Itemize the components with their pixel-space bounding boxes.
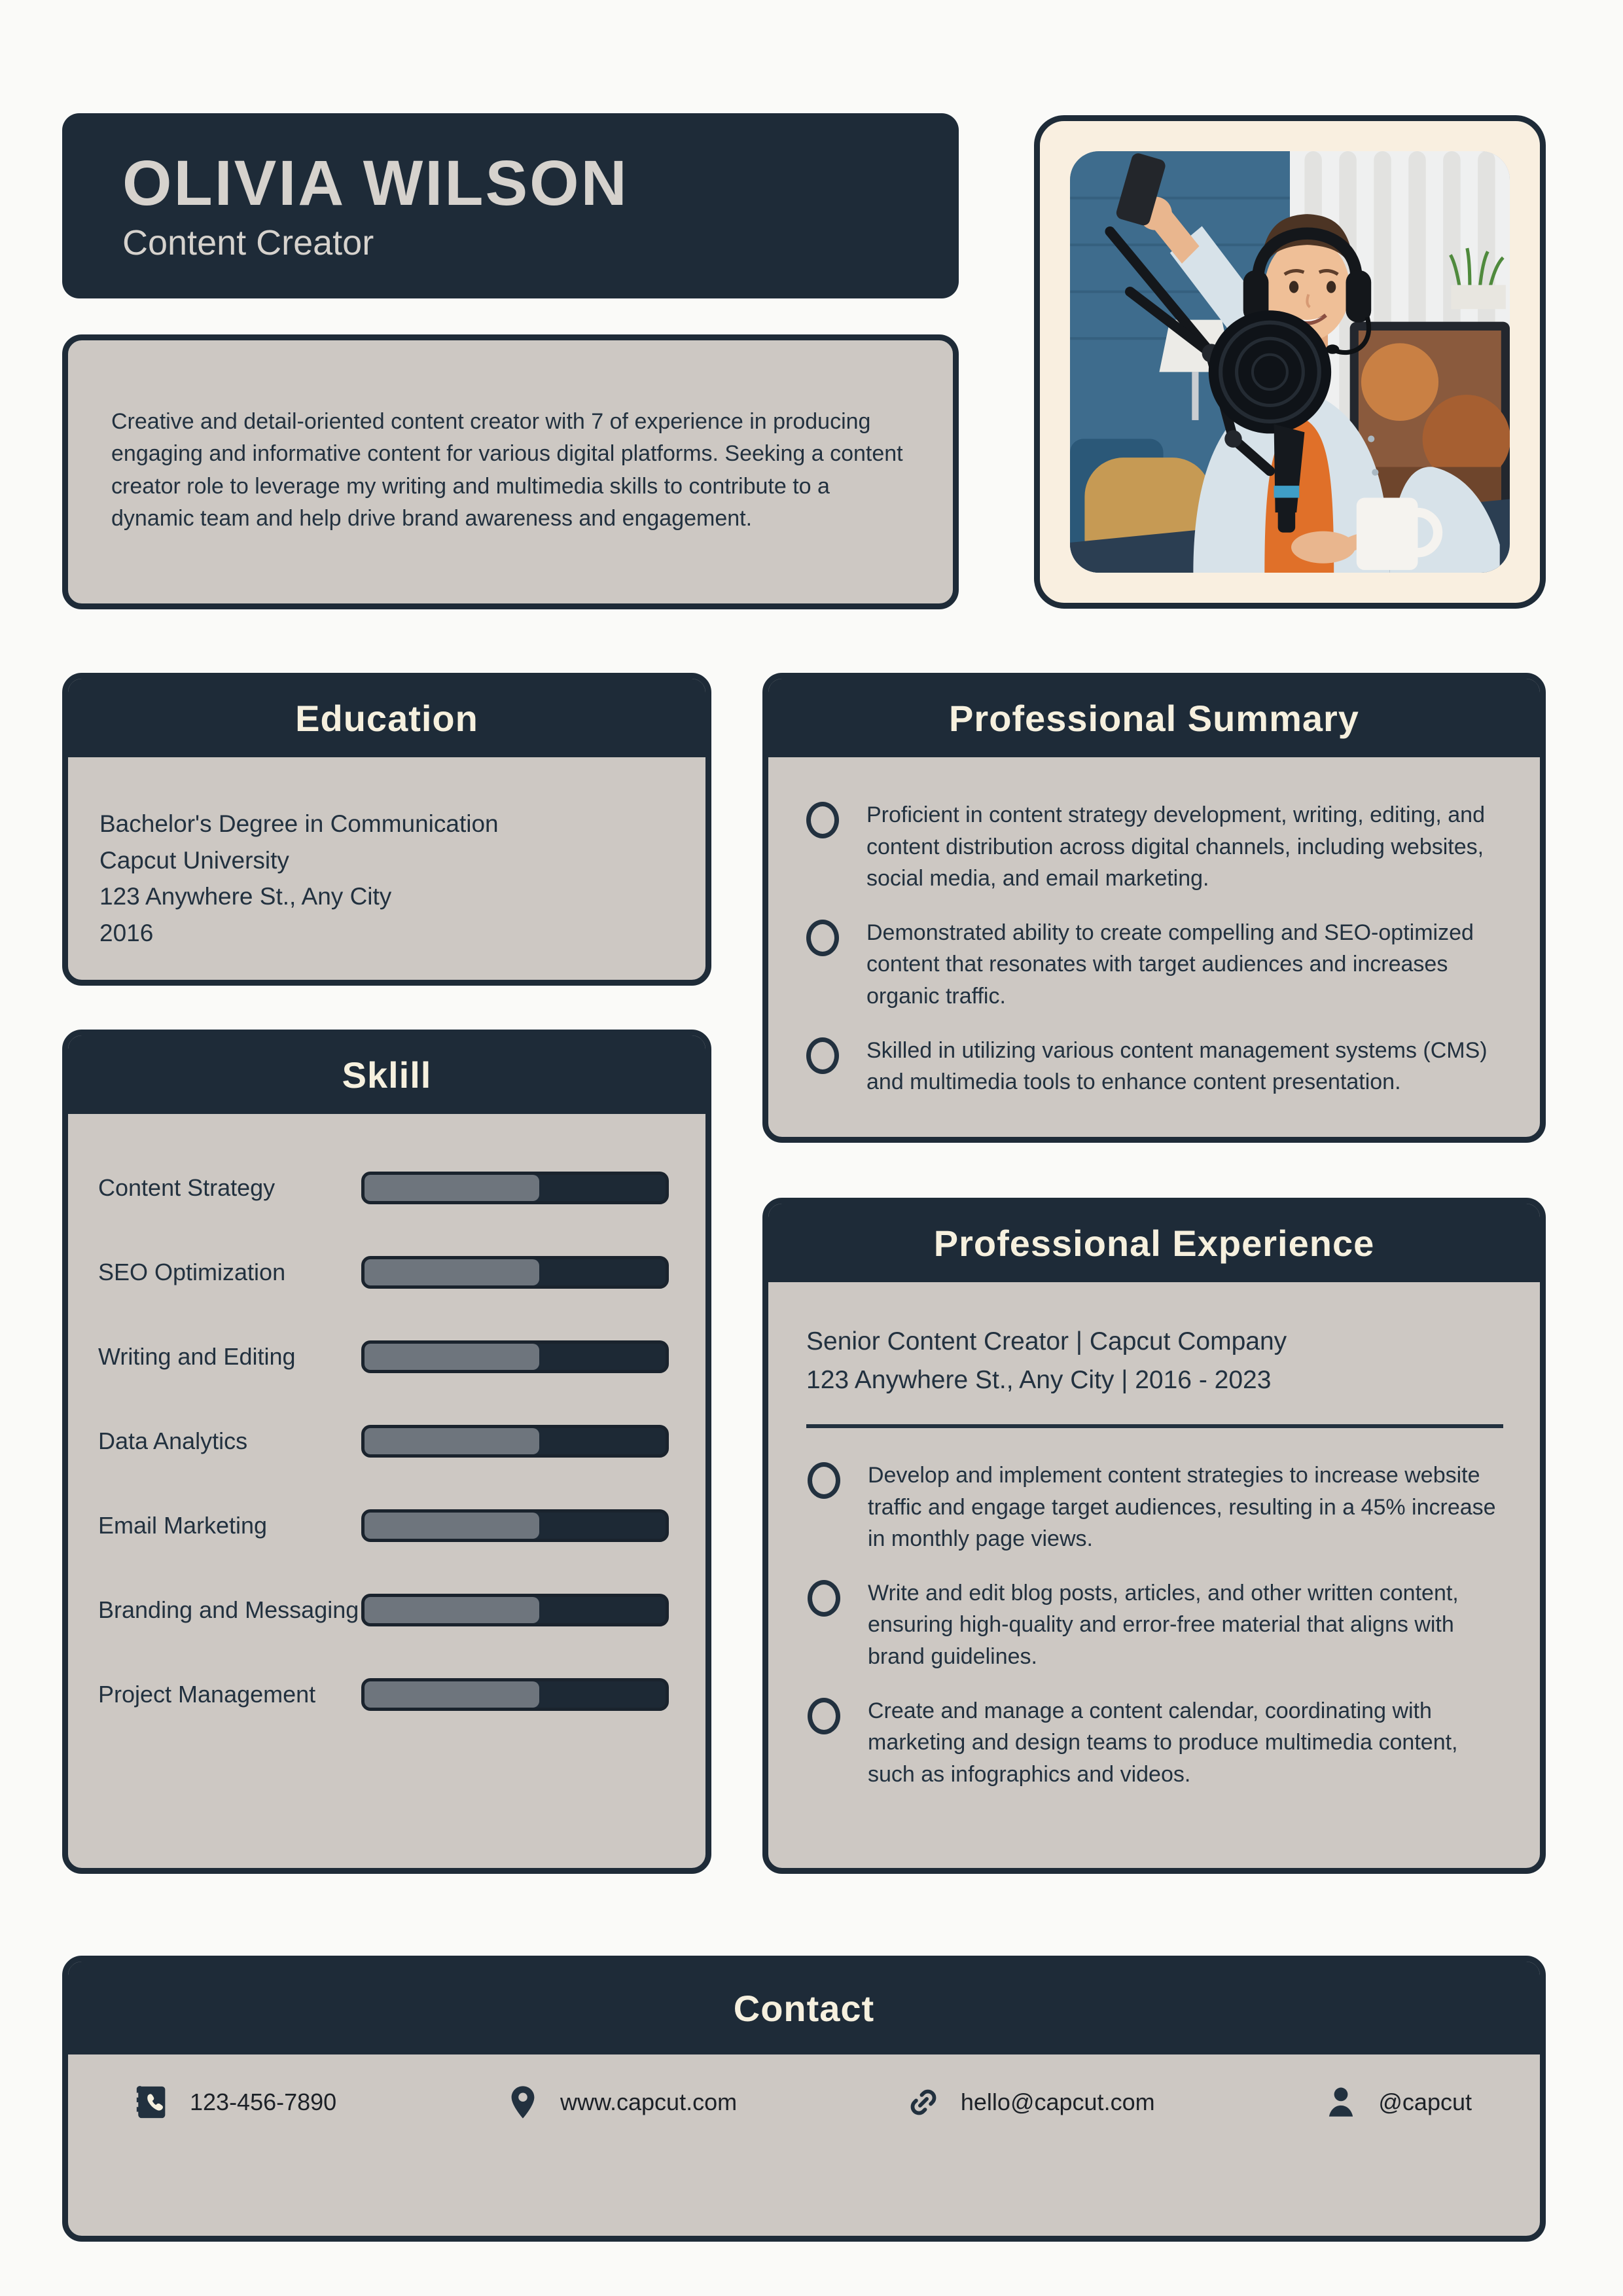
skills-section	[62, 1030, 711, 1874]
skill-row	[98, 1425, 669, 1458]
professional-summary-list	[768, 757, 1540, 1098]
skill-fill	[365, 1259, 539, 1285]
skill-fill	[365, 1175, 539, 1201]
contact-body	[68, 2054, 1540, 2121]
skill-bar	[361, 1256, 669, 1289]
education-line: Bachelor's Degree in Communication	[99, 810, 499, 837]
skill-bar	[361, 1425, 669, 1458]
education-header	[68, 679, 705, 757]
bullet-text: Skilled in utilizing various content management systems (CMS) and multimedia tools to enhance content presentation.	[866, 1037, 1488, 1095]
location-icon	[504, 2083, 542, 2121]
skill-bar	[361, 1678, 669, 1711]
skill-row	[98, 1172, 669, 1204]
skill-fill	[365, 1428, 539, 1454]
bullet-ring-icon	[808, 1462, 840, 1499]
experience-section	[762, 1198, 1546, 1874]
bullet-text: Demonstrated ability to create compelling and SEO-optimized content that resonates with target audiences and increases organic traffic.	[866, 920, 1474, 1009]
skill-row	[98, 1678, 669, 1711]
contact-item	[1322, 2083, 1472, 2121]
skill-label: Writing and Editing	[98, 1343, 296, 1370]
skill-label: SEO Optimization	[98, 1259, 286, 1285]
skill-bar	[361, 1509, 669, 1542]
bullet-text: Develop and implement content strategies to increase website traffic and engage target audiences, resulting in a 45% increase in monthly page views.	[868, 1463, 1496, 1552]
link-icon	[904, 2083, 942, 2121]
skill-row	[98, 1509, 669, 1542]
bullet-item	[808, 1577, 1503, 1673]
profile-photo-frame	[1034, 115, 1546, 609]
professional-summary-section	[762, 673, 1546, 1143]
experience-header	[768, 1204, 1540, 1282]
skill-fill	[365, 1681, 539, 1708]
experience-list	[806, 1428, 1503, 1790]
bullet-text: Write and edit blog posts, articles, and other written content, ensuring high-quality and error-free material that aligns with brand guidelines.	[868, 1580, 1459, 1670]
bullet-ring-icon	[806, 1037, 839, 1074]
skills-title: Sklill	[342, 1054, 432, 1096]
contact-item	[504, 2083, 737, 2121]
intro-summary-card	[62, 334, 959, 609]
contact-title: Contact	[733, 1987, 875, 2029]
bullet-ring-icon	[806, 920, 839, 956]
education-body	[68, 757, 705, 951]
education-line: Capcut University	[99, 846, 289, 874]
skill-row	[98, 1256, 669, 1289]
contact-text: www.capcut.com	[560, 2089, 738, 2115]
bullet-text: Proficient in content strategy development, writing, editing, and content distribution across digital channels, including websites, social media, and email marketing.	[866, 802, 1485, 891]
skill-bar	[361, 1172, 669, 1204]
contact-item	[134, 2083, 336, 2121]
bullet-text: Create and manage a content calendar, coordinating with marketing and design teams to produce multimedia content, such as infographics and videos.	[868, 1698, 1458, 1787]
bullet-ring-icon	[806, 802, 839, 838]
skill-bar	[361, 1594, 669, 1626]
intro-summary-text: Creative and detail-oriented content creator with 7 of experience in producing engaging and informative content for various digital platforms. Seeking a content creator role to leverage my writing and multimedia skills to contribute to a dynamic team and help drive brand awareness and engagement.	[111, 409, 903, 531]
contact-section	[62, 1956, 1546, 2242]
contact-text: hello@capcut.com	[960, 2089, 1155, 2115]
education-line: 123 Anywhere St., Any City	[99, 883, 392, 910]
experience-meta: 123 Anywhere St., Any City | 2016 - 2023	[806, 1365, 1272, 1394]
skill-fill	[365, 1344, 539, 1370]
contact-header	[68, 1962, 1540, 2054]
education-line: 2016	[99, 919, 154, 946]
skill-row	[98, 1594, 669, 1626]
skill-label: Project Management	[98, 1681, 316, 1708]
skill-fill	[365, 1597, 539, 1623]
skill-label: Branding and Messaging	[98, 1596, 359, 1623]
profile-photo-illustration	[1070, 151, 1510, 573]
skill-label: Content Strategy	[98, 1174, 276, 1201]
experience-role: Senior Content Creator | Capcut Company	[806, 1327, 1287, 1355]
experience-title: Professional Experience	[933, 1222, 1375, 1264]
profile-photo	[1070, 151, 1510, 573]
skill-label: Data Analytics	[98, 1427, 248, 1454]
bullet-item	[806, 917, 1503, 1013]
professional-summary-title: Professional Summary	[949, 697, 1359, 739]
bullet-item	[806, 799, 1503, 895]
education-section	[62, 673, 711, 986]
skill-fill	[365, 1513, 539, 1539]
contact-text: @capcut	[1378, 2089, 1472, 2115]
page-title: OLIVIA WILSON	[122, 147, 629, 219]
experience-body	[768, 1282, 1540, 1790]
skills-body	[68, 1114, 705, 1711]
job-title: Content Creator	[122, 223, 374, 262]
skills-header	[68, 1035, 705, 1114]
skill-row	[98, 1340, 669, 1373]
education-title: Education	[295, 697, 478, 739]
bullet-ring-icon	[808, 1580, 840, 1617]
skill-label: Email Marketing	[98, 1512, 268, 1539]
header-card	[62, 113, 959, 298]
bullet-item	[808, 1695, 1503, 1791]
professional-summary-header	[768, 679, 1540, 757]
user-icon	[1322, 2083, 1360, 2121]
contact-text: 123-456-7890	[190, 2089, 337, 2115]
contact-item	[904, 2083, 1155, 2121]
bullet-item	[808, 1460, 1503, 1555]
bullet-ring-icon	[808, 1698, 840, 1734]
skill-bar	[361, 1340, 669, 1373]
phone-icon	[134, 2083, 171, 2121]
bullet-item	[806, 1035, 1503, 1098]
